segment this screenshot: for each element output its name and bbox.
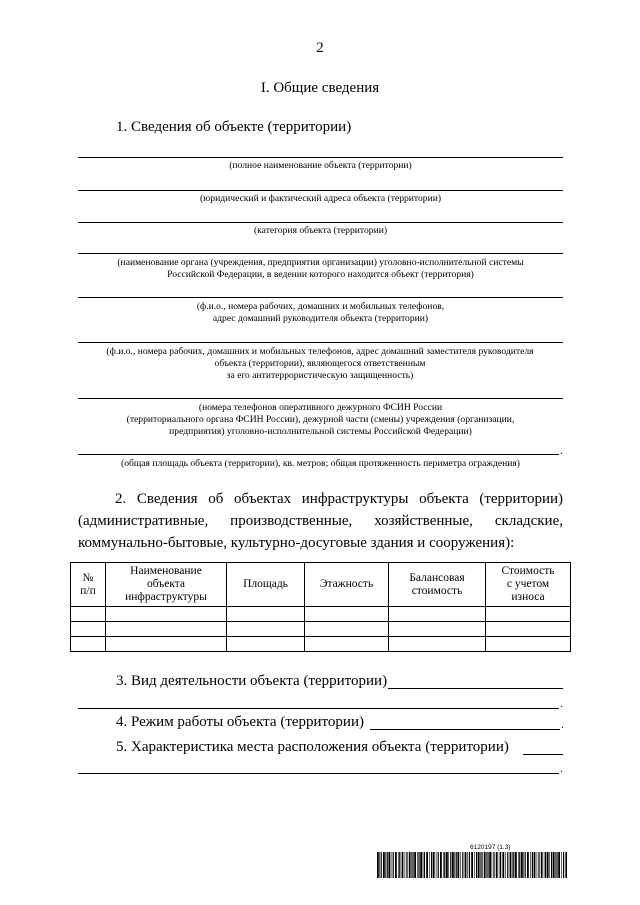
table-cell[interactable] bbox=[389, 637, 486, 652]
table-row bbox=[71, 622, 571, 637]
header-name-line-3: инфраструктуры bbox=[125, 591, 207, 603]
header-area: Площадь bbox=[227, 563, 305, 607]
deputy-caption-line-1: (ф.и.о., номера рабочих, домашних и мобильных телефонов, адрес домашний заместителя руководителя bbox=[106, 346, 534, 357]
header-number bbox=[71, 563, 106, 607]
barcode-icon bbox=[377, 852, 567, 878]
table-cell[interactable] bbox=[106, 607, 227, 622]
header-balance-line-2: стоимость bbox=[411, 584, 463, 597]
addresses-caption: (юридический и фактический адреса объекта (территории) bbox=[199, 193, 442, 204]
head-caption-line-1: (ф.и.о., номера рабочих, домашних и мобильных телефонов, bbox=[196, 301, 445, 312]
header-balance-line-1: Балансовая bbox=[409, 571, 465, 584]
header-floors: Этажность bbox=[305, 563, 389, 607]
area-trailing-dot: . bbox=[560, 443, 563, 457]
item-5-label: 5. Характеристика места расположения объекта (территории) bbox=[116, 739, 509, 755]
addresses-field-line[interactable] bbox=[78, 190, 563, 191]
deputy-field-line[interactable] bbox=[78, 342, 563, 343]
item-5-fill-line[interactable] bbox=[523, 754, 563, 755]
header-depreciated-value bbox=[486, 563, 571, 607]
full-name-field-line[interactable] bbox=[78, 157, 563, 158]
item-4-label: 4. Режим работы объекта (территории) bbox=[116, 714, 364, 730]
header-name-line-2: объекта bbox=[146, 578, 186, 590]
table-cell[interactable] bbox=[227, 622, 305, 637]
table-cell[interactable] bbox=[486, 622, 571, 637]
table-cell[interactable] bbox=[71, 622, 106, 637]
item-5-continuation-line[interactable] bbox=[78, 773, 559, 774]
header-balance-value bbox=[389, 563, 486, 607]
table-cell[interactable] bbox=[486, 637, 571, 652]
table-cell[interactable] bbox=[106, 637, 227, 652]
table-cell[interactable] bbox=[227, 607, 305, 622]
header-object-name bbox=[106, 563, 227, 607]
table-cell[interactable] bbox=[71, 637, 106, 652]
full-name-caption: (полное наименование объекта (территории) bbox=[229, 160, 412, 171]
authority-caption-line-1: (наименование органа (учреждения, предприятия организации) уголовно-исполнительной системы bbox=[117, 257, 524, 268]
table-header-row bbox=[71, 563, 571, 607]
table-cell[interactable] bbox=[227, 637, 305, 652]
deputy-caption bbox=[70, 346, 570, 382]
item-3-fill-line[interactable] bbox=[388, 688, 563, 689]
subsection-1-heading: 1. Сведения об объекте (территории) bbox=[116, 119, 352, 135]
header-depr-line-1: Стоимость bbox=[501, 565, 555, 577]
item-3-trailing-dot: . bbox=[560, 696, 563, 710]
area-field-line[interactable] bbox=[78, 454, 559, 455]
page-number: 2 bbox=[316, 40, 324, 56]
header-number-line-1: № bbox=[82, 571, 94, 584]
header-number-line-2: п/п bbox=[80, 584, 96, 597]
duty-caption-line-2: (территориального органа ФСИН России), дежурной части (смены) учреждения (организации, bbox=[126, 414, 515, 425]
table-cell[interactable] bbox=[389, 622, 486, 637]
table-cell[interactable] bbox=[71, 607, 106, 622]
item-3-continuation-line[interactable] bbox=[78, 708, 559, 709]
head-caption-line-2: адрес домашний руководителя объекта (территории) bbox=[212, 313, 429, 324]
deputy-caption-line-2: объекта (территории), являющегося ответственным bbox=[214, 358, 426, 369]
subsection-2-paragraph: 2. Сведения об объектах инфраструктуры объекта (территории) (административные, производственные, хозяйственные, складские, коммунально-бытовые, культурно-досуговые здания и сооружения): bbox=[78, 491, 563, 551]
header-depr-line-3: износа bbox=[511, 591, 545, 603]
duty-caption-line-1: (номера телефонов оперативного дежурного ФСИН России bbox=[198, 402, 443, 413]
duty-field-line[interactable] bbox=[78, 398, 563, 399]
item-4-trailing-dot: . bbox=[561, 717, 564, 731]
infrastructure-table bbox=[70, 562, 571, 652]
head-field-line[interactable] bbox=[78, 297, 563, 298]
table-cell[interactable] bbox=[486, 607, 571, 622]
item-5-trailing-dot: . bbox=[560, 761, 563, 775]
category-caption: (категория объекта (территории) bbox=[253, 225, 388, 236]
deputy-caption-line-3: за его антитеррористическую защищенность) bbox=[226, 370, 414, 381]
header-depr-line-2: с учетом bbox=[506, 578, 550, 590]
section-title: I. Общие сведения bbox=[260, 80, 380, 96]
barcode-number: 6120197 (1.3) bbox=[470, 844, 511, 851]
table-cell[interactable] bbox=[106, 622, 227, 637]
duty-caption-line-3: предприятия) уголовно-исполнительной системы Российской Федерации) bbox=[169, 426, 472, 437]
duty-caption bbox=[78, 402, 563, 438]
table-row bbox=[71, 607, 571, 622]
authority-caption-line-2: Российской Федерации, в ведении которого находится объект (территория) bbox=[167, 269, 474, 280]
head-caption bbox=[78, 301, 563, 325]
item-3-label: 3. Вид деятельности объекта (территории) bbox=[116, 673, 388, 689]
table-cell[interactable] bbox=[305, 622, 389, 637]
table-cell[interactable] bbox=[389, 607, 486, 622]
area-caption: (общая площадь объекта (территории), кв. метров; общая протяженность периметра ограждения) bbox=[121, 458, 520, 469]
table-cell[interactable] bbox=[305, 637, 389, 652]
category-field-line[interactable] bbox=[78, 222, 563, 223]
authority-field-line[interactable] bbox=[78, 253, 563, 254]
table-cell[interactable] bbox=[305, 607, 389, 622]
header-name-line-1: Наименование bbox=[130, 565, 202, 577]
authority-caption bbox=[78, 257, 563, 281]
table-row bbox=[71, 637, 571, 652]
item-4-fill-line[interactable] bbox=[370, 729, 560, 730]
